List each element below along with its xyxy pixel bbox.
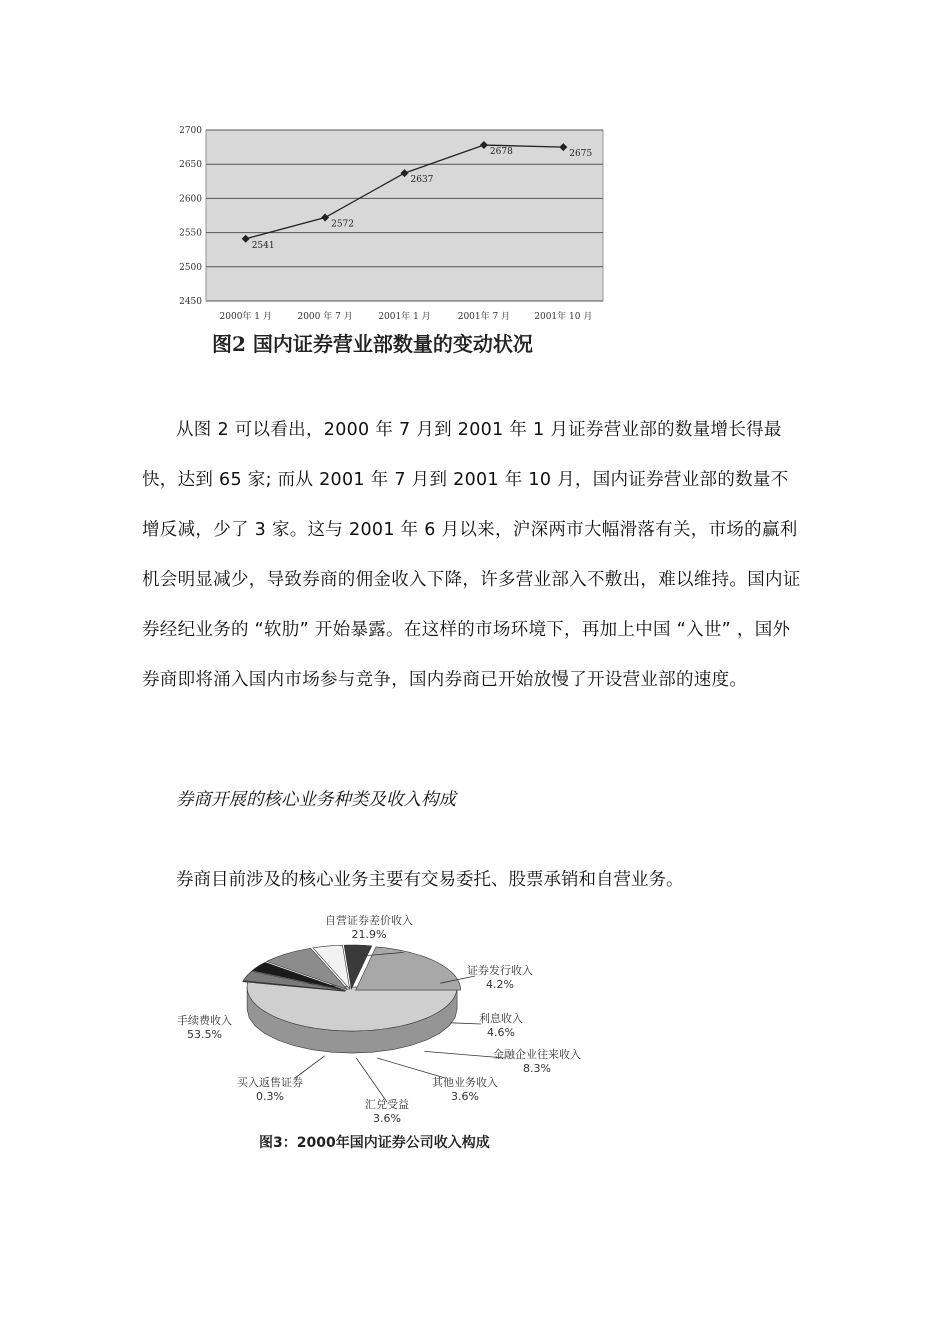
slice-name: 自营证券差价收入 — [325, 914, 413, 927]
body-paragraph-2: 券商目前涉及的核心业务主要有交易委托、股票承销和自营业务。 — [176, 870, 684, 890]
y-tick-label: 2450 — [179, 297, 202, 307]
slice-name: 其他业务收入 — [432, 1076, 498, 1089]
figure-3-pie-chart — [175, 906, 595, 1161]
figure-2-line-chart — [140, 118, 610, 363]
plot-area — [206, 130, 603, 301]
y-tick-label: 2700 — [179, 126, 202, 136]
y-tick-label: 2600 — [179, 194, 202, 205]
slice-value: 21.9% — [351, 928, 387, 941]
leader-line — [377, 1058, 445, 1078]
data-label: 2678 — [489, 147, 513, 158]
figure-2-caption: 图2 国内证券营业部数量的变动状况 — [212, 332, 533, 356]
data-label: 2637 — [410, 175, 434, 186]
pie-label-other — [432, 1076, 498, 1104]
pie-label-issuance — [467, 964, 533, 992]
slice-value: 3.6% — [373, 1112, 401, 1125]
leader-line — [356, 1058, 387, 1102]
y-tick-label: 2650 — [179, 160, 202, 171]
pie-label-interbank — [493, 1048, 581, 1076]
pie-label-self-trading — [325, 914, 413, 942]
leader-line — [295, 1056, 325, 1078]
pie-slice — [356, 947, 461, 990]
pie-label-commission — [177, 1014, 232, 1042]
data-label: 2572 — [331, 219, 355, 230]
slice-name: 证券发行收入 — [467, 964, 533, 977]
slice-name: 汇兑受益 — [365, 1098, 409, 1111]
data-label: 2541 — [251, 240, 275, 251]
section-heading: 券商开展的核心业务种类及收入构成 — [176, 790, 456, 810]
line-chart-canvas — [140, 118, 610, 363]
slice-value: 0.3% — [256, 1090, 284, 1103]
slice-name: 买入返售证券 — [237, 1076, 303, 1089]
leader-line — [451, 1023, 481, 1024]
x-tick-label: 2001年 7 月 — [457, 312, 511, 322]
slice-name: 手续费收入 — [177, 1014, 232, 1027]
x-tick-label: 2000 年 7 月 — [297, 312, 353, 322]
x-tick-label: 2001年 1 月 — [378, 312, 431, 322]
x-tick-label: 2000年 1 月 — [219, 312, 272, 322]
slice-value: 8.3% — [523, 1062, 551, 1075]
slice-value: 53.5% — [187, 1028, 222, 1041]
slice-value: 3.6% — [451, 1090, 479, 1103]
x-tick-label: 2001年 10 月 — [534, 312, 593, 322]
y-tick-label: 2550 — [179, 228, 202, 239]
slice-name: 利息收入 — [479, 1012, 523, 1025]
slice-value: 4.2% — [486, 978, 514, 991]
y-tick-label: 2500 — [179, 262, 202, 273]
pie-label-reverse-repo — [237, 1076, 303, 1104]
figure-3-caption: 图3：2000年国内证券公司收入构成 — [259, 1135, 490, 1151]
slice-value: 4.6% — [487, 1026, 515, 1039]
body-paragraph-1: 从图 2 可以看出，2000 年 7 月到 2001 年 1 月证券营业部的数量增长得最快，达到 65 家; 而从 2001 年 7 月到 2001 年 10 月，国内证券营业部的数量不增反减，少了 3 家。这与 2001 年 6 月以来，沪深两市大幅滑落有关，市场的赢利机会明显减少，导致券商的佣金收入下降，许多营业部入不敷出，难以维持。国内证券经纪业务的 “软肋” 开始暴露。在这样的市场环境下，再加上中国 “入世” ，国外券商即将涌入国内市场参与竞争，国内券商已开始放慢了开设营业部的速度。 — [142, 420, 801, 690]
pie-label-interest — [479, 1012, 523, 1040]
data-label: 2675 — [569, 149, 593, 160]
pie-label-fx — [365, 1098, 409, 1126]
slice-name: 金融企业往来收入 — [493, 1048, 581, 1061]
